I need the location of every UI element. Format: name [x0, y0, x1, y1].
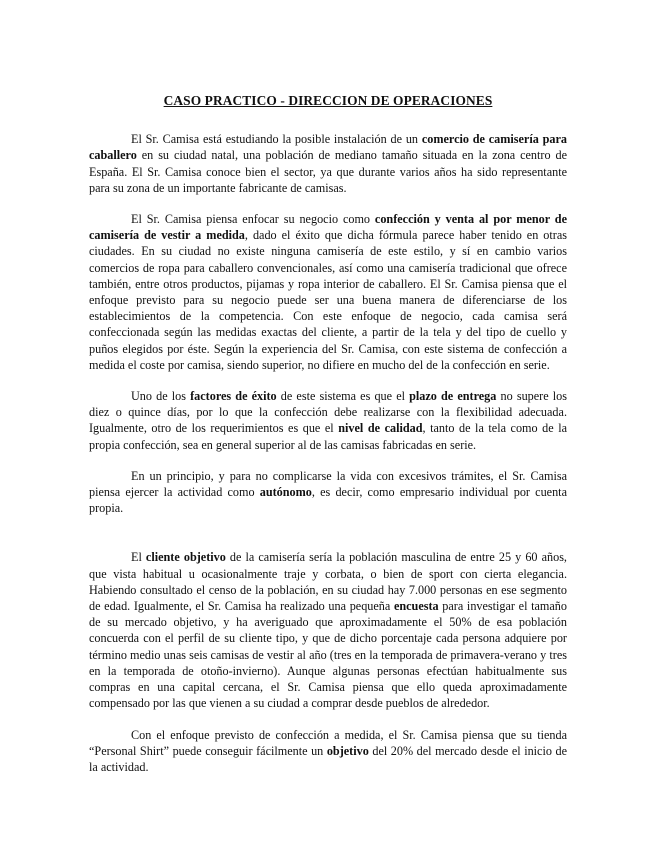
document-body	[89, 131, 567, 775]
text-run: , es decir, como empresario individual por cuenta propia.	[89, 485, 567, 516]
text-run: del 20% del mercado desde el inicio de la actividad.	[89, 743, 567, 774]
bold-term: factores de éxito	[190, 389, 277, 404]
paragraph-4	[89, 468, 567, 517]
bold-term: plazo de entrega	[409, 389, 497, 404]
bold-term: objetivo	[326, 743, 369, 758]
bold-term: confección y venta al por menor de camisería de vestir a medida	[89, 212, 567, 243]
bold-term: cliente objetivo	[145, 550, 226, 565]
text-run: En un principio, y para no complicarse la vida con excesivos trámites, el Sr. Camisa piensa ejercer la actividad como	[89, 468, 567, 500]
document-title: CASO PRACTICO - DIRECCION DE OPERACIONES	[163, 93, 493, 108]
text-run: de la camisería sería la población masculina de entre 25 y 60 años, que vista habitual u ocasionalmente traje y corbata, o bien de sport con cierta elegancia. Habiendo consultado el censo de la población, en su ciudad hay 7.000 personas en ese segmento de edad. Igualmente, el Sr. Camisa ha realizado una pequeña	[89, 550, 567, 614]
text-run: Con el enfoque previsto de confección a medida, el Sr. Camisa piensa que su tienda “Personal Shirt” puede conseguir fácilmente un	[89, 727, 567, 758]
text-run: , dado el éxito que dicha fórmula parece haber tenido en otras ciudades. En su ciudad no existe ninguna camisería de este estilo, y sí en cambio varios comercios de ropa para caballero convencionales, así como una camisería tradicional que ofrece también, entre otros productos, pijamas y ropa interior de caballero. El Sr. Camisa piensa que el enfoque previsto para su negocio puede ser una buena manera de diferenciarse de los establecimientos de la competencia. Con este enfoque de negocio, cada camisa será confeccionada según las medidas exactas del cliente, a partir de la tela y del tipo de cuello y puños elegidos por éste. Según la experiencia del Sr. Camisa, con este sistema de confección a medida el coste por camisa, siendo superior, no difiere en mucho del de la confección en serie.	[89, 228, 567, 372]
text-run: El Sr. Camisa piensa enfocar su negocio como	[131, 212, 375, 227]
text-run: para investigar el tamaño de su mercado objetivo, y ha averiguado que aproximadamente el 50% de esa población concuerda con el perfil de su cliente tipo, y que de dicho porcentaje cada persona adquiere por término medio unas seis camisas de vestir al año (tres en la temporada de primavera-verano y tres en la temporada de otoño-invierno). Aunque algunas personas efectúan habitualmente sus compras en una capital cercana, el Sr. Camisa piensa que ello queda aproximadamente compensado por las que vienen a su ciudad a comprar desde pueblos de alrededor.	[89, 599, 567, 711]
text-run: El Sr. Camisa está estudiando la posible instalación de un	[131, 132, 422, 147]
text-run: en su ciudad natal, una población de mediano tamaño situada en la zona centro de España. El Sr. Camisa conoce bien el sector, ya que durante varios años ha sido representante para su zona de un importante fabricante de camisas.	[89, 148, 567, 195]
bold-term: comercio de camisería para caballero	[89, 132, 567, 163]
paragraph-2	[89, 211, 567, 373]
text-run: de este sistema es que el	[276, 389, 410, 404]
text-run: Uno de los	[131, 389, 191, 404]
text-run: , tanto de la tela como de la propia confección, sea en general superior al de las camisas fabricadas en serie.	[89, 421, 567, 452]
bold-term: encuesta	[393, 599, 439, 614]
text-run: no supere los diez o quince días, por lo que la confección debe realizarse con la flexibilidad adecuada. Igualmente, otro de los requerimientos es que el	[89, 389, 567, 436]
paragraph-3	[89, 388, 567, 453]
text-run: El	[131, 550, 146, 565]
bold-term: nivel de calidad	[338, 421, 423, 436]
bold-term: autónomo	[259, 485, 312, 500]
paragraph-5	[89, 549, 567, 711]
paragraph-6	[89, 727, 567, 776]
paragraph-1	[89, 131, 567, 196]
